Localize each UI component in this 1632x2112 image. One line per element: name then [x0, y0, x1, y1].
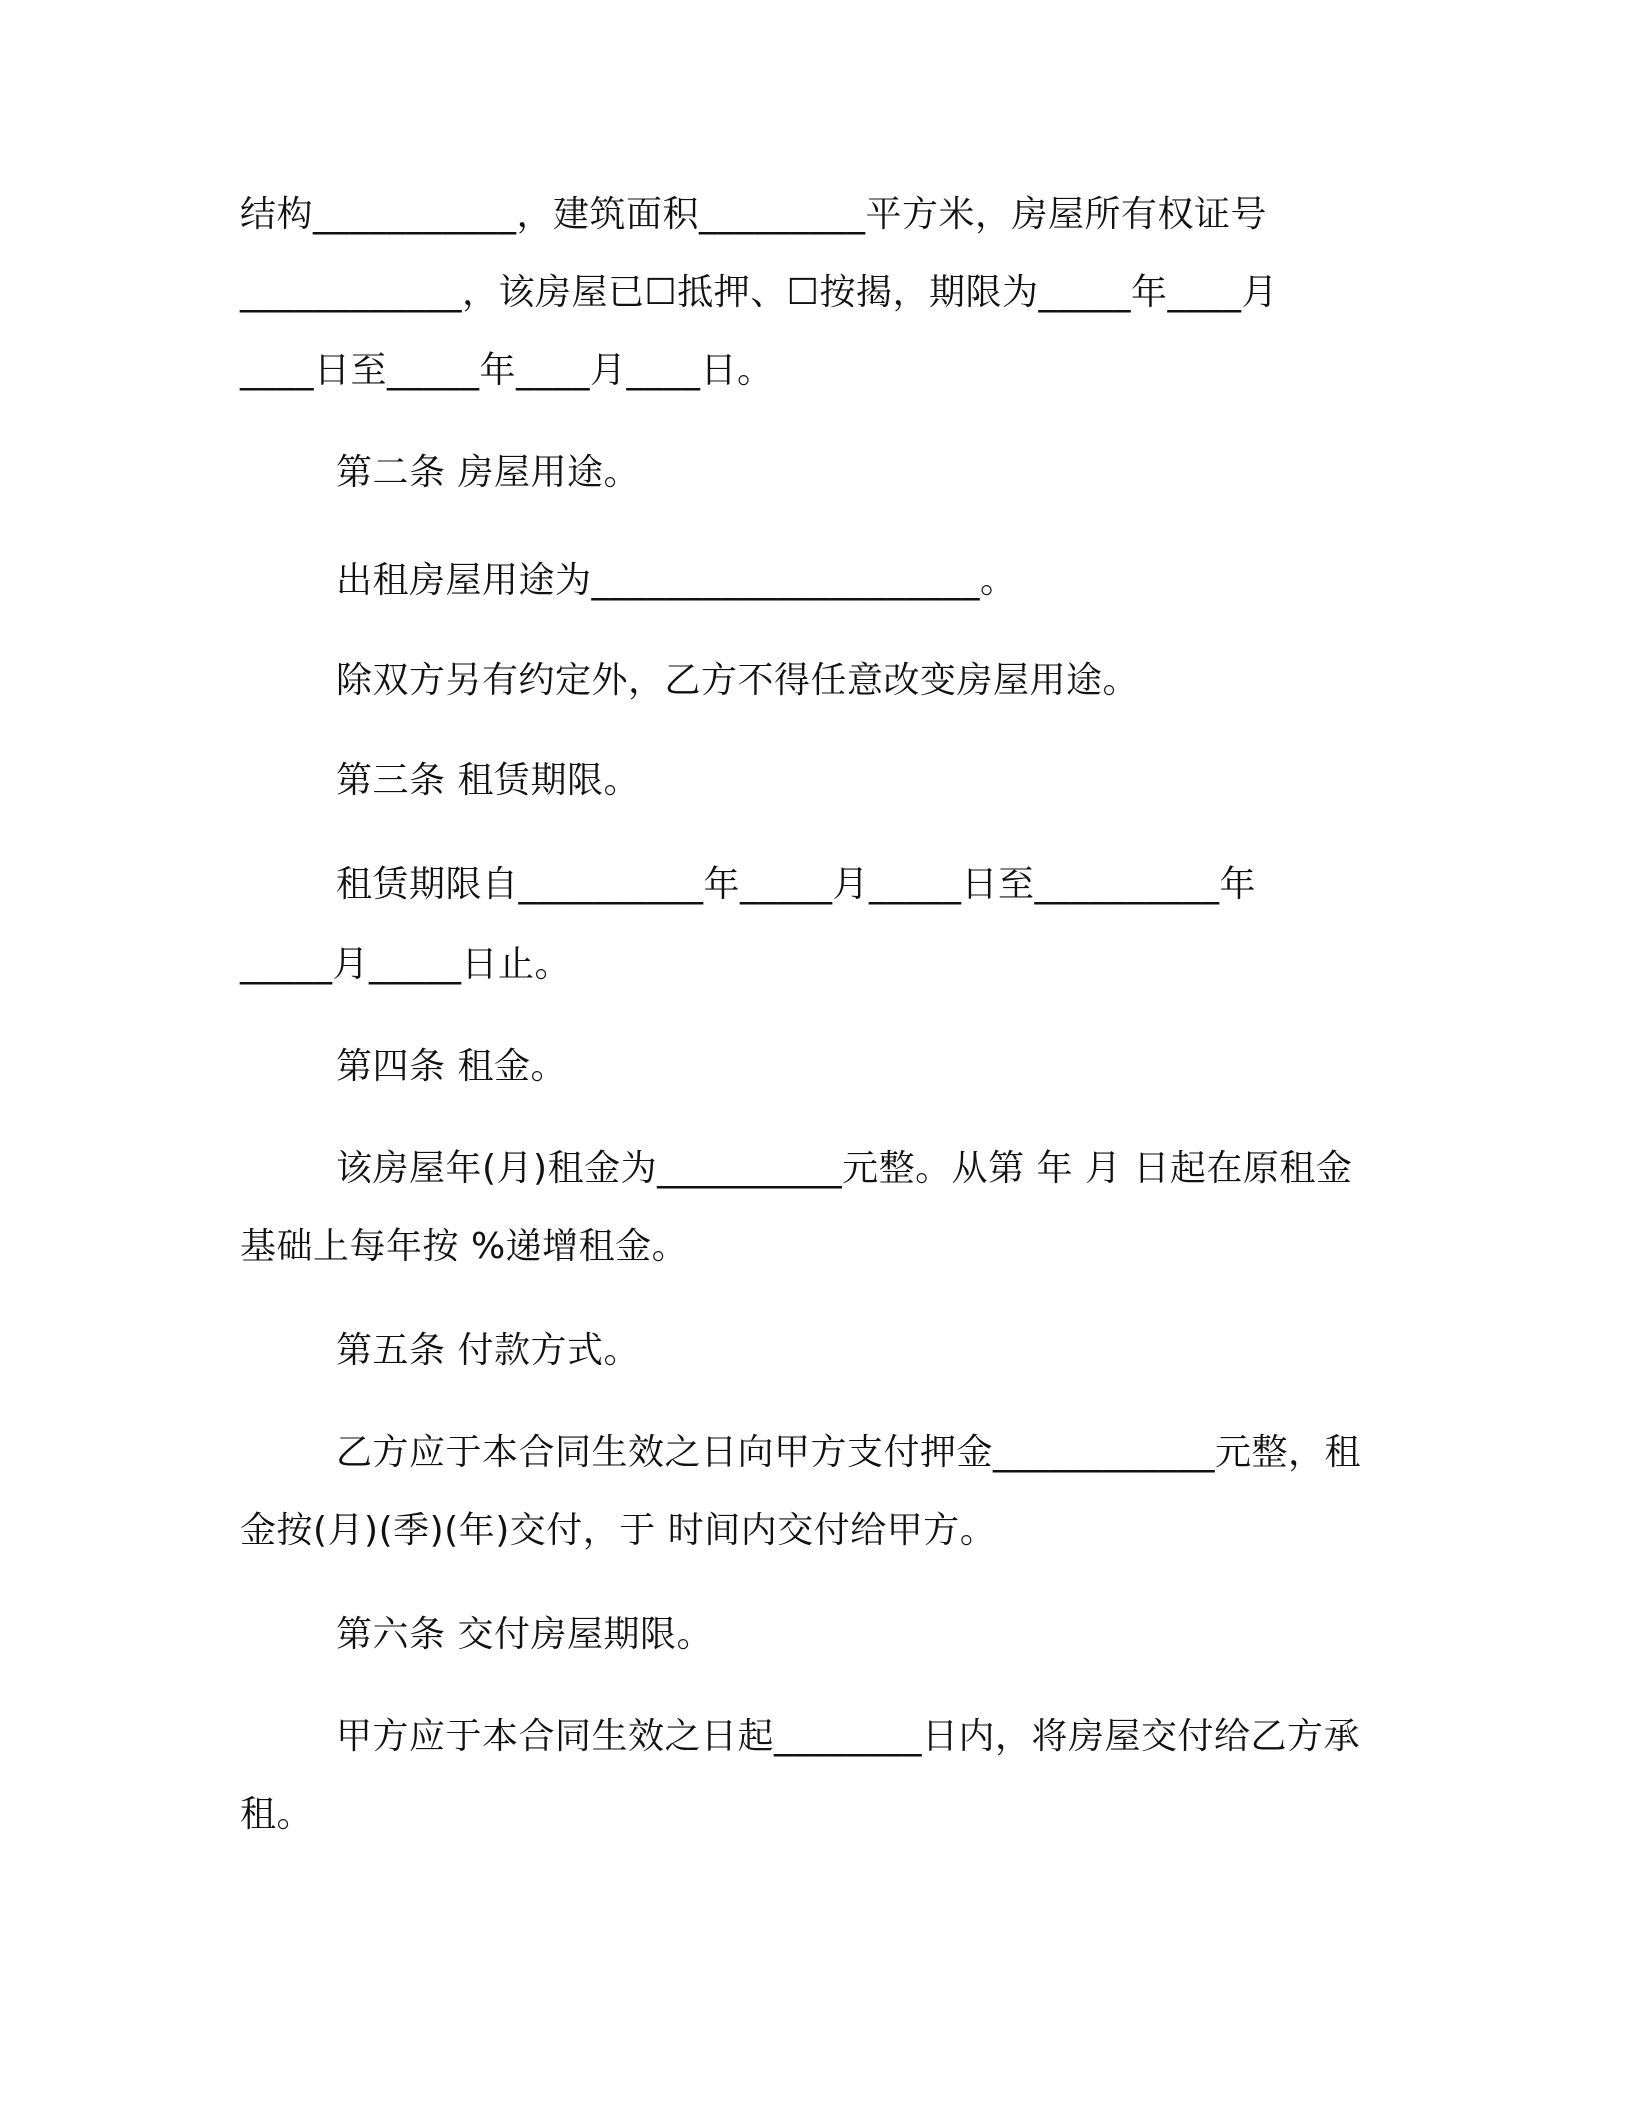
clause-heading-2: 第二条 房屋用途。	[336, 452, 640, 493]
text-line-lease-term-end: _____月_____日止。	[240, 944, 572, 985]
text-line-rent-increase: 基础上每年按 %递增租金。	[240, 1226, 689, 1267]
text-line-deposit: 乙方应于本合同生效之日向甲方支付押金____________元整，租	[336, 1432, 1362, 1473]
clause-heading-6: 第六条 交付房屋期限。	[336, 1614, 713, 1655]
clause-heading-4: 第四条 租金。	[336, 1046, 567, 1087]
text-line-delivery: 甲方应于本合同生效之日起________日内，将房屋交付给乙方承	[336, 1716, 1361, 1757]
text-line-mortgage: ____________，该房屋已☐抵押、☐按揭，期限为_____年____月	[240, 272, 1279, 313]
text-line-rent: 该房屋年(月)租金为__________元整。从第 年 月 日起在原租金	[336, 1148, 1353, 1189]
text-line-delivery-end: 租。	[240, 1794, 314, 1835]
text-line-structure: 结构___________，建筑面积_________平方米，房屋所有权证号	[240, 194, 1268, 235]
text-line-payment-schedule: 金按(月)(季)(年)交付，于 时间内交付给甲方。	[240, 1510, 997, 1551]
text-line-mortgage-period: ____日至_____年____月____日。	[240, 350, 774, 391]
clause-heading-3: 第三条 租赁期限。	[336, 760, 640, 801]
text-line-usage-restriction: 除双方另有约定外，乙方不得任意改变房屋用途。	[336, 660, 1140, 701]
text-line-lease-term: 租赁期限自__________年_____月_____日至__________年	[336, 864, 1257, 905]
clause-heading-5: 第五条 付款方式。	[336, 1330, 640, 1371]
text-line-usage: 出租房屋用途为_____________________。	[336, 560, 1017, 601]
